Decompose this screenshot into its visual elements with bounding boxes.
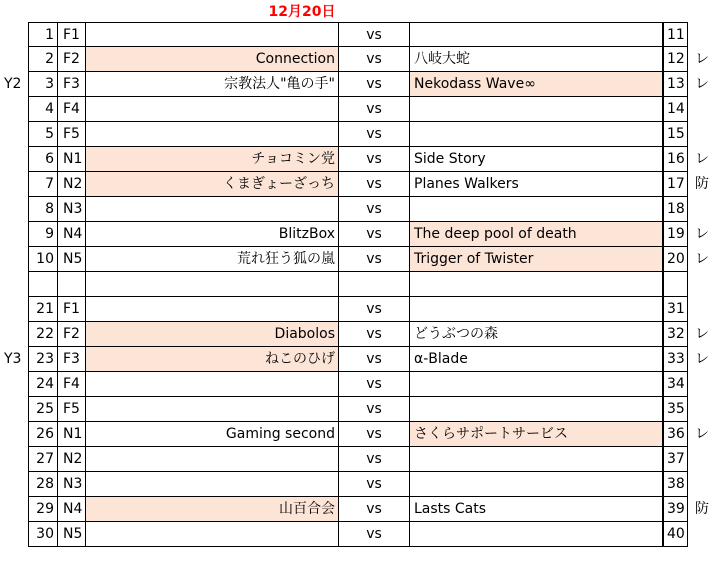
slot-code[interactable]: F5	[58, 122, 86, 147]
home-team[interactable]	[86, 297, 339, 322]
vs-label[interactable]: vs	[339, 247, 410, 272]
table-row	[0, 197, 718, 222]
away-team[interactable]: さくらサポートサービス	[410, 422, 663, 447]
status-mark	[690, 122, 718, 147]
vs-label[interactable]: vs	[339, 172, 410, 197]
opponent-number[interactable]: 32	[663, 322, 688, 347]
table-row	[0, 222, 718, 247]
row-number[interactable]: 24	[28, 372, 58, 397]
home-team[interactable]: Connection	[86, 47, 339, 72]
vs-label[interactable]: vs	[339, 222, 410, 247]
row-number[interactable]: 7	[28, 172, 58, 197]
opponent-number[interactable]: 34	[663, 372, 688, 397]
row-number[interactable]: 5	[28, 122, 58, 147]
vs-label[interactable]: vs	[339, 147, 410, 172]
vs-label[interactable]: vs	[339, 97, 410, 122]
table-row	[0, 97, 718, 122]
away-team[interactable]	[410, 197, 663, 222]
row-number[interactable]: 30	[28, 522, 58, 547]
away-team[interactable]	[410, 472, 663, 497]
status-mark	[690, 522, 718, 547]
status-mark: レ	[695, 51, 709, 67]
opponent-number[interactable]: 33	[663, 347, 688, 372]
table-row	[0, 297, 718, 322]
table-row	[0, 347, 718, 372]
status-mark	[690, 372, 718, 397]
away-team[interactable]: どうぶつの森	[410, 322, 663, 347]
opponent-number[interactable]: 11	[663, 22, 688, 47]
row-number[interactable]: 10	[28, 247, 58, 272]
row-number[interactable]: 21	[28, 297, 58, 322]
vs-label[interactable]: vs	[339, 47, 410, 72]
vs-label[interactable]: vs	[339, 472, 410, 497]
vs-label[interactable]: vs	[339, 197, 410, 222]
slot-code[interactable]: F1	[58, 297, 86, 322]
slot-code[interactable]: N1	[58, 422, 86, 447]
home-team[interactable]	[86, 447, 339, 472]
away-team[interactable]	[410, 447, 663, 472]
home-team[interactable]	[86, 397, 339, 422]
row-number[interactable]: 1	[28, 22, 58, 47]
slot-code[interactable]: N2	[58, 172, 86, 197]
away-team[interactable]	[410, 97, 663, 122]
table-row	[0, 247, 718, 272]
row-number[interactable]: 6	[28, 147, 58, 172]
vs-label[interactable]: vs	[339, 322, 410, 347]
slot-code[interactable]: F1	[58, 22, 86, 47]
table-row	[0, 397, 718, 422]
opponent-number[interactable]: 37	[663, 447, 688, 472]
date-header: 12月20日	[268, 4, 336, 20]
slot-code[interactable]: N3	[58, 472, 86, 497]
slot-code[interactable]: N5	[58, 247, 86, 272]
away-team[interactable]	[410, 297, 663, 322]
home-team[interactable]	[86, 372, 339, 397]
away-team[interactable]	[410, 22, 663, 47]
home-team[interactable]: くまぎょーざっち	[86, 172, 339, 197]
home-team[interactable]: 荒れ狂う狐の嵐	[86, 247, 339, 272]
slot-code[interactable]: F4	[58, 372, 86, 397]
home-team[interactable]	[86, 122, 339, 147]
slot-code[interactable]: F5	[58, 397, 86, 422]
opponent-number[interactable]: 40	[663, 522, 688, 547]
opponent-number[interactable]: 20	[663, 247, 688, 272]
home-team[interactable]	[86, 22, 339, 47]
home-team[interactable]	[86, 197, 339, 222]
table-row	[0, 22, 718, 47]
status-mark	[690, 97, 718, 122]
status-mark: レ	[695, 226, 709, 242]
table-row	[0, 472, 718, 497]
opponent-number[interactable]: 39	[663, 497, 688, 522]
row-number[interactable]: 29	[28, 497, 58, 522]
vs-label[interactable]: vs	[339, 422, 410, 447]
opponent-number[interactable]: 15	[663, 122, 688, 147]
row-number[interactable]: 9	[28, 222, 58, 247]
opponent-number[interactable]: 38	[663, 472, 688, 497]
slot-code[interactable]: N5	[58, 522, 86, 547]
slot-code[interactable]: F3	[58, 347, 86, 372]
empty-cell[interactable]	[28, 272, 58, 297]
table-row	[0, 322, 718, 347]
slot-code[interactable]: F2	[58, 47, 86, 72]
empty-cell[interactable]	[339, 272, 410, 297]
opponent-number[interactable]: 12	[663, 47, 688, 72]
away-team[interactable]	[410, 372, 663, 397]
slot-code[interactable]: N4	[58, 222, 86, 247]
opponent-number[interactable]: 16	[663, 147, 688, 172]
slot-code[interactable]: N4	[58, 497, 86, 522]
home-team[interactable]: 宗教法人"亀の手"	[86, 72, 339, 97]
away-team[interactable]	[410, 397, 663, 422]
home-team[interactable]: チョコミン党	[86, 147, 339, 172]
vs-label[interactable]: vs	[339, 447, 410, 472]
vs-label[interactable]: vs	[339, 22, 410, 47]
status-mark: レ	[695, 351, 709, 367]
home-team[interactable]: 山百合会	[86, 497, 339, 522]
slot-code[interactable]: F3	[58, 72, 86, 97]
status-mark: レ	[695, 251, 709, 267]
vs-label[interactable]: vs	[339, 397, 410, 422]
status-mark	[690, 472, 718, 497]
opponent-number[interactable]: 13	[663, 72, 688, 97]
opponent-number[interactable]: 31	[663, 297, 688, 322]
row-number[interactable]: 8	[28, 197, 58, 222]
vs-label[interactable]: vs	[339, 347, 410, 372]
table-row	[0, 447, 718, 472]
table-row	[0, 122, 718, 147]
empty-cell[interactable]	[58, 272, 86, 297]
empty-cell[interactable]	[663, 272, 688, 297]
away-team[interactable]	[410, 522, 663, 547]
away-team[interactable]: Lasts Cats	[410, 497, 663, 522]
opponent-number[interactable]: 18	[663, 197, 688, 222]
away-team[interactable]: 八岐大蛇	[410, 47, 663, 72]
away-team[interactable]: Side Story	[410, 147, 663, 172]
home-team[interactable]: Diabolos	[86, 322, 339, 347]
row-number[interactable]: 4	[28, 97, 58, 122]
away-team[interactable]: α-Blade	[410, 347, 663, 372]
table-row	[0, 372, 718, 397]
row-number[interactable]: 27	[28, 447, 58, 472]
row-number[interactable]: 22	[28, 322, 58, 347]
row-number[interactable]: 28	[28, 472, 58, 497]
vs-label[interactable]: vs	[339, 297, 410, 322]
away-team[interactable]: Trigger of Twister	[410, 247, 663, 272]
status-mark: レ	[695, 426, 709, 442]
vs-label[interactable]: vs	[339, 522, 410, 547]
table-row	[0, 172, 718, 197]
row-number[interactable]: 2	[28, 47, 58, 72]
home-team[interactable]	[86, 472, 339, 497]
status-mark	[690, 197, 718, 222]
slot-code[interactable]: N3	[58, 197, 86, 222]
opponent-number[interactable]: 17	[663, 172, 688, 197]
home-team[interactable]	[86, 522, 339, 547]
empty-cell[interactable]	[86, 272, 339, 297]
vs-label[interactable]: vs	[339, 372, 410, 397]
slot-code[interactable]: F2	[58, 322, 86, 347]
table-row	[0, 422, 718, 447]
separator-row	[0, 272, 718, 297]
slot-code[interactable]: N1	[58, 147, 86, 172]
row-number[interactable]: 3	[28, 72, 58, 97]
status-mark: レ	[695, 76, 709, 92]
status-mark	[690, 297, 718, 322]
table-row	[0, 47, 718, 72]
opponent-number[interactable]: 19	[663, 222, 688, 247]
group-label: Y2	[4, 76, 22, 92]
status-mark: レ	[695, 151, 709, 167]
away-team[interactable]	[410, 122, 663, 147]
opponent-number[interactable]: 35	[663, 397, 688, 422]
status-mark	[690, 447, 718, 472]
row-number[interactable]: 26	[28, 422, 58, 447]
status-mark	[690, 397, 718, 422]
group-label: Y3	[4, 351, 22, 367]
status-mark: 防	[695, 176, 709, 192]
home-team[interactable]: BlitzBox	[86, 222, 339, 247]
home-team[interactable]	[86, 97, 339, 122]
opponent-number[interactable]: 14	[663, 97, 688, 122]
table-row	[0, 147, 718, 172]
status-mark: レ	[695, 326, 709, 342]
home-team[interactable]: ねこのひげ	[86, 347, 339, 372]
status-mark	[690, 22, 718, 47]
away-team[interactable]: The deep pool of death	[410, 222, 663, 247]
home-team[interactable]: Gaming second	[86, 422, 339, 447]
opponent-number[interactable]: 36	[663, 422, 688, 447]
vs-label[interactable]: vs	[339, 497, 410, 522]
away-team[interactable]: Nekodass Wave∞	[410, 72, 663, 97]
vs-label[interactable]: vs	[339, 122, 410, 147]
row-number[interactable]: 23	[28, 347, 58, 372]
status-mark: 防	[695, 501, 709, 517]
table-row	[0, 497, 718, 522]
table-row	[0, 72, 718, 97]
vs-label[interactable]: vs	[339, 72, 410, 97]
slot-code[interactable]: F4	[58, 97, 86, 122]
empty-cell[interactable]	[410, 272, 663, 297]
slot-code[interactable]: N2	[58, 447, 86, 472]
away-team[interactable]: Planes Walkers	[410, 172, 663, 197]
table-row	[0, 522, 718, 547]
row-number[interactable]: 25	[28, 397, 58, 422]
